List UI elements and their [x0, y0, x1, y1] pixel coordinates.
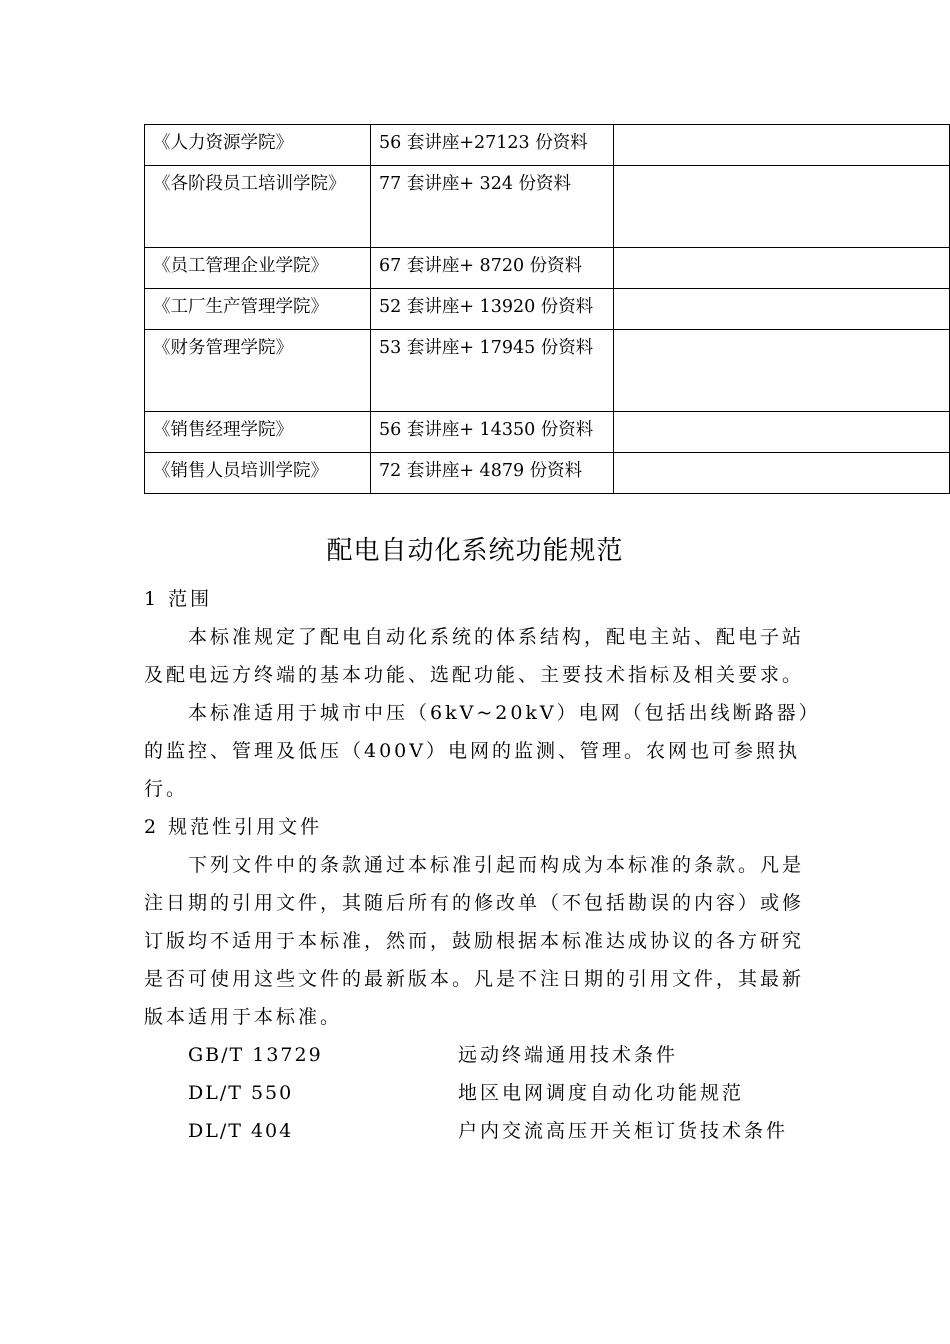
table-cell-name: 《销售经理学院》 [145, 412, 371, 453]
resource-table [144, 124, 950, 494]
table-cell-note [614, 412, 950, 453]
reference-item [144, 1036, 824, 1074]
reference-name: 远动终端通用技术条件 [458, 1044, 679, 1066]
reference-code: DL/T 404 [188, 1120, 294, 1142]
table-row [145, 453, 950, 494]
table-cell-name: 《销售人员培训学院》 [145, 453, 371, 494]
reference-item [144, 1112, 824, 1150]
paragraph: 下列文件中的条款通过本标准引起而构成为本标准的条款。凡是注日期的引用文件，其随后所有的修改单（不包括勘误的内容）或修订版均不适用于本标准，然而，鼓励根据本标准达成协议的各方研究是否可使用这些文件的最新版本。凡是不注日期的引用文件，其最新版本适用于本标准。 [144, 854, 805, 1028]
table-cell-name: 《财务管理学院》 [145, 330, 371, 412]
table-row [145, 289, 950, 330]
table-cell-name: 《工厂生产管理学院》 [145, 289, 371, 330]
reference-code: GB/T 13729 [188, 1044, 323, 1066]
reference-name: 户内交流高压开关柜订货技术条件 [458, 1120, 789, 1142]
table-cell-note [614, 166, 950, 248]
table-cell-note [614, 289, 950, 330]
reference-name: 地区电网调度自动化功能规范 [458, 1082, 745, 1104]
table-cell-detail: 56 套讲座+27123 份资料 [371, 125, 614, 166]
paragraph: 本标准适用于城市中压（6kV~20kV）电网（包括出线断路器）的监控、管理及低压（400V）电网的监测、管理。农网也可参照执行。 [144, 702, 821, 800]
table-cell-note [614, 125, 950, 166]
table-cell-note [614, 248, 950, 289]
table-cell-detail: 53 套讲座+ 17945 份资料 [371, 330, 614, 412]
section-heading: 2 规范性引用文件 [144, 816, 323, 838]
table-cell-detail: 67 套讲座+ 8720 份资料 [371, 248, 614, 289]
table-row [145, 330, 950, 412]
table-cell-name: 《人力资源学院》 [145, 125, 371, 166]
table-cell-note [614, 330, 950, 412]
table-cell-detail: 72 套讲座+ 4879 份资料 [371, 453, 614, 494]
table-cell-detail: 77 套讲座+ 324 份资料 [371, 166, 614, 248]
section-heading: 1 范围 [144, 588, 213, 610]
table-row [145, 248, 950, 289]
table-cell-detail: 52 套讲座+ 13920 份资料 [371, 289, 614, 330]
table-cell-note [614, 453, 950, 494]
table-cell-detail: 56 套讲座+ 14350 份资料 [371, 412, 614, 453]
document-body [144, 580, 824, 1150]
table-cell-name: 《员工管理企业学院》 [145, 248, 371, 289]
table-row [145, 166, 950, 248]
table-row [145, 412, 950, 453]
paragraph: 本标准规定了配电自动化系统的体系结构，配电主站、配电子站及配电远方终端的基本功能、选配功能、主要技术指标及相关要求。 [144, 626, 805, 686]
table-cell-name: 《各阶段员工培训学院》 [145, 166, 371, 248]
reference-code: DL/T 550 [188, 1082, 294, 1104]
table-row [145, 125, 950, 166]
document-title: 配电自动化系统功能规范 [326, 536, 624, 566]
reference-item [144, 1074, 824, 1112]
reference-list [144, 1036, 824, 1150]
